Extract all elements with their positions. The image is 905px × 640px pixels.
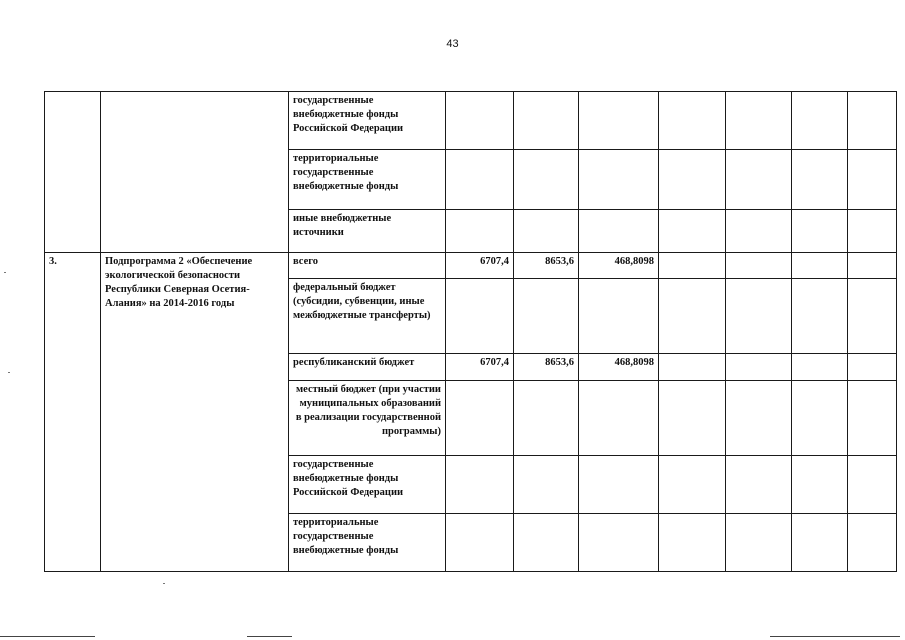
value-cell: 468,8098 (579, 253, 659, 279)
value-cell (446, 279, 514, 354)
value-cell (579, 150, 659, 210)
value-cell (659, 150, 726, 210)
value-cell (726, 92, 792, 150)
value-cell (726, 279, 792, 354)
row-number-cell (45, 92, 101, 253)
value-cell (848, 253, 897, 279)
value-cell (514, 210, 579, 253)
value-cell (514, 279, 579, 354)
value-cell (792, 381, 848, 456)
value-cell: 6707,4 (446, 354, 514, 381)
value-cell (848, 354, 897, 381)
value-cell (792, 514, 848, 572)
row-number-cell: 3. (45, 253, 101, 572)
value-cell (579, 210, 659, 253)
value-cell (726, 210, 792, 253)
value-cell (446, 150, 514, 210)
value-cell (726, 514, 792, 572)
funding-source-cell: территориальные государственные внебюджетные фонды (289, 514, 446, 572)
value-cell: 6707,4 (446, 253, 514, 279)
value-cell (726, 456, 792, 514)
value-cell (579, 456, 659, 514)
table-row (45, 253, 897, 279)
value-cell (659, 279, 726, 354)
value-cell (848, 456, 897, 514)
value-cell (848, 279, 897, 354)
scan-artifact-line (247, 636, 292, 637)
value-cell (848, 381, 897, 456)
value-cell (659, 354, 726, 381)
row-name-cell: Подпрограмма 2 «Обеспечение экологической безопасности Республики Северная Осетия-Алания» на 2014-2016 годы (101, 253, 289, 572)
value-cell (659, 514, 726, 572)
value-cell: 8653,6 (514, 253, 579, 279)
value-cell (848, 92, 897, 150)
value-cell (792, 279, 848, 354)
value-cell (659, 253, 726, 279)
value-cell (579, 381, 659, 456)
funding-source-cell: местный бюджет (при участии муниципальных образований в реализации государственной программы) (289, 381, 446, 456)
value-cell (446, 456, 514, 514)
scan-speck (8, 372, 10, 373)
value-cell (659, 210, 726, 253)
value-cell (446, 381, 514, 456)
page-number: 43 (446, 38, 459, 50)
funding-source-cell: государственные внебюджетные фонды Российской Федерации (289, 456, 446, 514)
funding-source-cell: федеральный бюджет (субсидии, субвенции, иные межбюджетные трансферты) (289, 279, 446, 354)
value-cell (446, 514, 514, 572)
value-cell (848, 210, 897, 253)
value-cell (792, 354, 848, 381)
value-cell (514, 92, 579, 150)
funding-source-cell: территориальные государственные внебюджетные фонды (289, 150, 446, 210)
value-cell (514, 381, 579, 456)
funding-source-cell: государственные внебюджетные фонды Российской Федерации (289, 92, 446, 150)
value-cell (514, 514, 579, 572)
funding-source-cell: республиканский бюджет (289, 354, 446, 381)
funding-source-cell: всего (289, 253, 446, 279)
value-cell (514, 456, 579, 514)
value-cell (848, 150, 897, 210)
scan-artifact-line (770, 636, 900, 637)
scan-artifact-line (0, 636, 95, 637)
scan-speck (163, 583, 165, 584)
value-cell (514, 150, 579, 210)
table-row (45, 92, 897, 150)
value-cell (726, 253, 792, 279)
value-cell (579, 279, 659, 354)
value-cell (726, 354, 792, 381)
value-cell (446, 92, 514, 150)
value-cell (792, 92, 848, 150)
value-cell (579, 514, 659, 572)
value-cell (446, 210, 514, 253)
value-cell: 8653,6 (514, 354, 579, 381)
value-cell (726, 150, 792, 210)
funding-table (44, 91, 897, 572)
value-cell (792, 456, 848, 514)
value-cell (726, 381, 792, 456)
value-cell (848, 514, 897, 572)
scan-speck (4, 272, 6, 273)
value-cell (792, 253, 848, 279)
value-cell (792, 150, 848, 210)
value-cell (579, 92, 659, 150)
value-cell (659, 92, 726, 150)
row-name-cell (101, 92, 289, 253)
value-cell (659, 456, 726, 514)
value-cell (659, 381, 726, 456)
funding-source-cell: иные внебюджетные источники (289, 210, 446, 253)
value-cell: 468,8098 (579, 354, 659, 381)
value-cell (792, 210, 848, 253)
